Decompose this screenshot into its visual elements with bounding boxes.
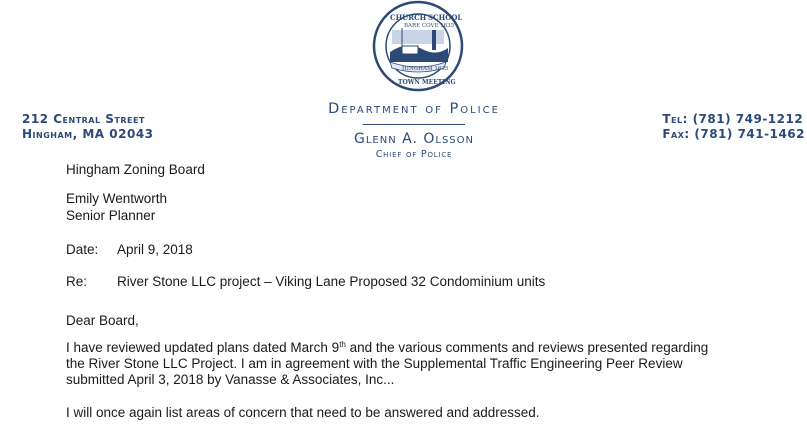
- svg-text:CHURCHSCHOOL: CHURCH SCHOOL: [390, 13, 463, 22]
- town-seal: [372, 0, 464, 92]
- svg-text:BARE COVE 1635: BARE COVE 1635: [404, 23, 455, 29]
- paragraph-text: I have reviewed updated plans dated March 9: [66, 340, 340, 355]
- department-heading: Department of Police: [328, 101, 500, 117]
- paragraph-1: [66, 340, 708, 388]
- paragraph-text: and the various comments and reviews presented regarding: [345, 340, 709, 355]
- salutation: Dear Board,: [66, 313, 139, 328]
- chief-title: Chief of Police: [375, 149, 453, 160]
- paragraph-2: I will once again list areas of concern that need to be answered and addressed.: [66, 405, 540, 420]
- address-city: Hingham, MA 02043: [22, 127, 154, 141]
- paragraph-1-line-3: submitted April 3, 2018 by Vanasse & Associates, Inc...: [66, 372, 395, 387]
- recipient-name: Emily Wentworth: [66, 191, 168, 206]
- fax-number: Fax: (781) 741-1462: [662, 127, 805, 141]
- subject-line: [66, 274, 545, 290]
- date-line: [66, 242, 193, 258]
- address-street: 212 Central Street: [22, 112, 145, 126]
- svg-text:HINGHAM 1635: HINGHAM 1635: [402, 66, 449, 72]
- ordinal-superscript: th: [339, 340, 346, 349]
- svg-text:TOWN MEETING: TOWN MEETING: [398, 79, 456, 86]
- subject-value: River Stone LLC project – Viking Lane Proposed 32 Condominium units: [117, 274, 546, 289]
- date-label: Date:: [66, 242, 99, 257]
- police-address: [22, 112, 154, 142]
- date-value: April 9, 2018: [117, 242, 193, 257]
- seal-icon: [372, 0, 464, 92]
- header-divider: [363, 124, 465, 125]
- contact-info: [662, 112, 805, 142]
- paragraph-1-line-1: [66, 340, 708, 356]
- subject-label: Re:: [66, 274, 88, 289]
- chief-name: Glenn A. Olsson: [353, 131, 475, 147]
- telephone-number: Tel: (781) 749-1212: [662, 112, 804, 126]
- recipient-organization: Hingham Zoning Board: [66, 162, 205, 177]
- recipient-title: Senior Planner: [66, 208, 156, 223]
- paragraph-1-line-2: the River Stone LLC Project. I am in agreement with the Supplemental Traffic Engineering Peer Review: [66, 356, 683, 371]
